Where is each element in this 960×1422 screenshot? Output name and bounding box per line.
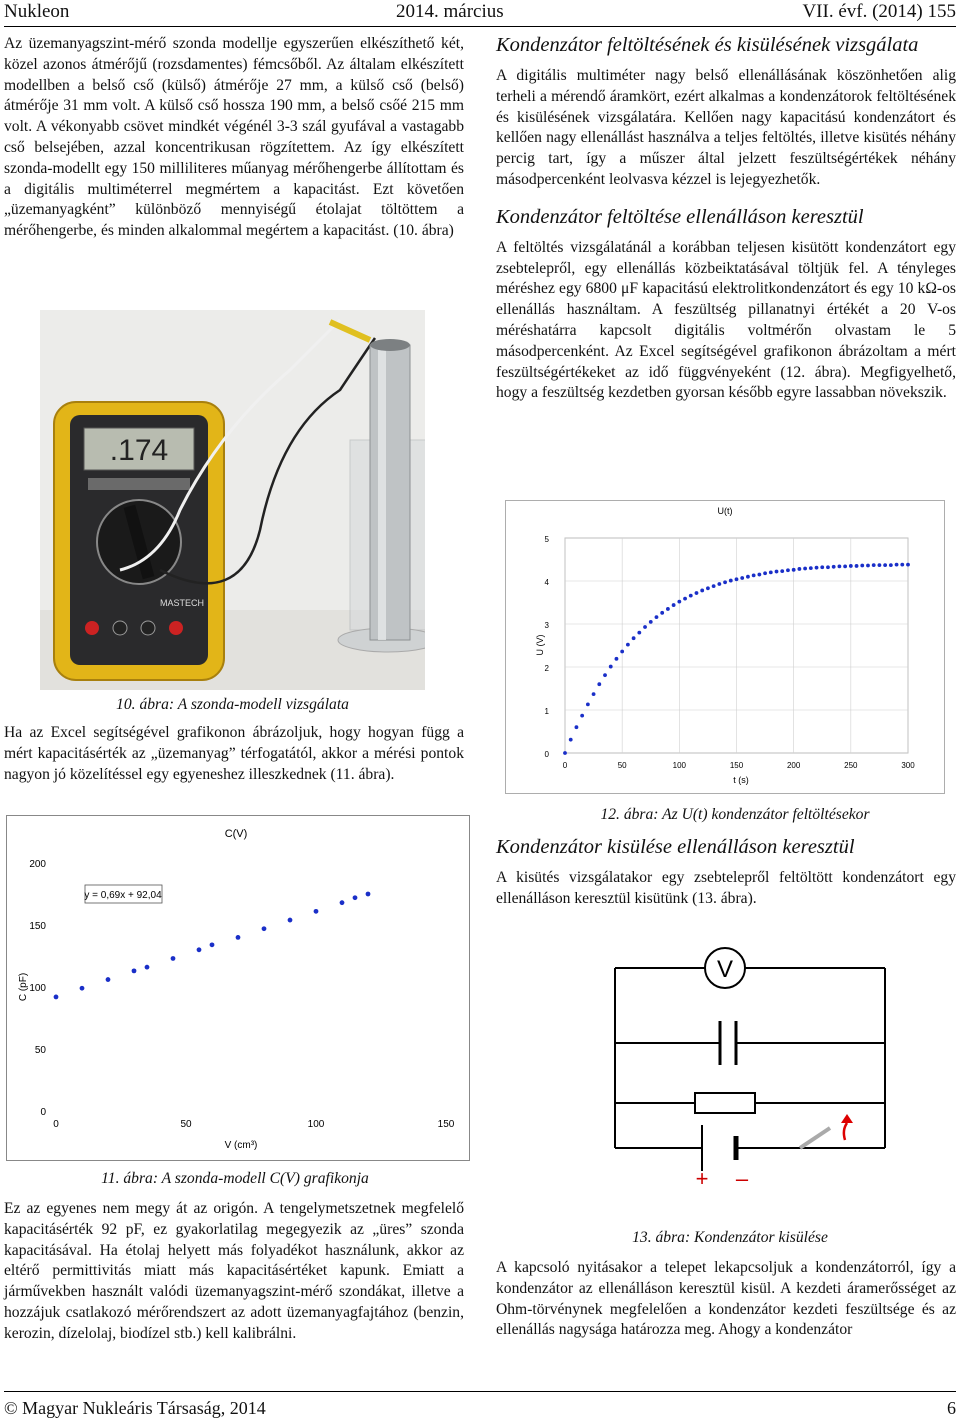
c12-y-tick-label: 4 <box>544 578 549 587</box>
c12-data-point <box>683 597 687 601</box>
trendline-equation: y = 0,69x + 92,04 <box>84 890 162 901</box>
resistor-symbol <box>695 1093 755 1113</box>
c12-data-point <box>655 615 659 619</box>
c12-y-tick-label: 0 <box>544 750 549 759</box>
c12-data-point <box>895 563 899 567</box>
page-header <box>4 0 956 27</box>
c12-data-point <box>786 568 790 572</box>
c11-x-tick-label: 100 <box>307 1119 325 1130</box>
c12-data-point <box>803 567 807 571</box>
c12-data-point <box>757 573 761 577</box>
c11-data-point <box>353 895 358 900</box>
c12-data-point <box>666 607 670 611</box>
c11-data-point <box>236 935 241 940</box>
c11-y-tick-label: 0 <box>40 1107 46 1118</box>
c12-x-tick-label: 150 <box>729 761 744 770</box>
c12-data-point <box>820 565 824 569</box>
c12-x-tick-label: 200 <box>786 761 801 770</box>
c12-y-tick-label: 1 <box>544 707 549 716</box>
c12-data-point <box>872 563 876 567</box>
c12-x-tick-label: 100 <box>672 761 687 770</box>
left-column-text-1 <box>4 34 464 242</box>
c12-data-point <box>740 576 744 580</box>
c12-data-point <box>775 570 779 574</box>
c12-data-point <box>832 565 836 569</box>
voltmeter-label: V <box>716 956 734 983</box>
c11-data-point <box>340 900 345 905</box>
paragraph-multimeter: A digitális multiméter nagy belső ellenállásának köszönhetően alig terheli a mérendő áramkört, ezért alkalmas a kondenzátorok feltöltésének és kisülésének vizsgálatára. Kellően nagy kapacitású kondenzátort és kellően nagy ellenállást használva a teljes feltöltés, illetve kisütés néhány percig tart, így a műszer által jelzett feszültségértékek néhány másodpercenként leolvasva kézzel is lejegyezhetők. <box>496 67 956 188</box>
c12-data-point <box>643 625 647 629</box>
switch-symbol <box>800 1114 853 1148</box>
c12-data-point <box>797 567 801 571</box>
c12-data-point <box>746 575 750 579</box>
c12-data-point <box>723 580 727 584</box>
chart-voltage-vs-time <box>505 500 945 794</box>
c11-x-tick-label: 0 <box>53 1119 59 1130</box>
chart-12-y-axis-label: U (V) <box>535 634 545 656</box>
c12-data-point <box>815 566 819 570</box>
c11-data-point <box>366 892 371 897</box>
page-footer <box>4 1391 956 1418</box>
c12-data-point <box>712 584 716 588</box>
battery-minus-sign: – <box>735 1166 749 1191</box>
volume-info: VII. évf. (2014) 155 <box>802 1 956 22</box>
c11-data-point <box>288 918 293 923</box>
c12-data-point <box>597 682 601 686</box>
c12-data-point <box>580 714 584 718</box>
c11-data-point <box>197 947 202 952</box>
c12-data-point <box>878 563 882 567</box>
battery-symbol <box>702 1125 736 1171</box>
c12-data-point <box>729 579 733 583</box>
paragraph-excel-plot: Ha az Excel segítségével grafikonon ábrázoljuk, hogy hogyan függ a mért kapacitásérték az „üzemanyag” térfogatától, akkor a mérési pontok nagyon jó közelítéssel egy egyeneshez illeszkednek (11. ábra). <box>4 724 464 783</box>
c12-data-point <box>660 611 664 615</box>
c12-data-point <box>826 565 830 569</box>
c12-y-tick-label: 5 <box>544 535 549 544</box>
c12-data-point <box>769 571 773 575</box>
page-number: 6 <box>947 1398 956 1418</box>
c12-data-point <box>838 564 842 568</box>
c12-data-point <box>843 564 847 568</box>
paragraph-discharge-intro: A kisütés vizsgálatakor egy zsebtelepről feltöltött kondenzátort egy ellenálláson keresztül kisütünk (13. ábra). <box>496 869 956 907</box>
c11-y-tick-label: 50 <box>34 1045 46 1056</box>
right-column-text-3 <box>496 1258 956 1341</box>
discharge-circuit-diagram <box>500 918 960 1198</box>
c12-data-point <box>717 582 721 586</box>
c12-data-point <box>700 589 704 593</box>
issue-date: 2014. március <box>396 1 504 22</box>
capacitor-symbol <box>720 1021 736 1065</box>
chart-12-title: U(t) <box>717 506 733 516</box>
meter-display-reading: .174 <box>109 434 169 467</box>
figure-12-caption: 12. ábra: Az U(t) kondenzátor feltöltésekor <box>600 806 870 823</box>
c12-data-point <box>889 563 893 567</box>
c12-x-tick-label: 0 <box>562 761 568 770</box>
right-column-text-2 <box>496 835 956 910</box>
figure-10-caption: 10. ábra: A szonda-modell vizsgálata <box>116 696 349 713</box>
right-column-text-1 <box>496 33 956 404</box>
c12-data-point <box>672 603 676 607</box>
chart-11-x-axis-label: V (cm³) <box>224 1140 258 1151</box>
left-column-text-3 <box>4 1199 464 1345</box>
c12-data-point <box>706 586 710 590</box>
paragraph-probe-model: Az üzemanyagszint-mérő szonda modellje egyszerűen elkészíthető két, közel azonos átmérőjű (rozsdamentes) fémcsőből. Az általam elkészített modellben a belső cső (külső) átmérője 27 mm, a külső cső (belső) átmérője 31 mm volt. A külső cső hossza 190 mm, a belső csőé 215 mm volt. A vékonyabb csövet mindkét végénél 3-3 szál gyufával a vastagabb cső belsejében, azzal koncentrikusan rögzítettem. Az így elkészített szonda-modellt egy 150 milliliteres műanyag mérőhengerbe állítottam és a digitális multiméterrel megmértem a kapacitást. Ezt követően „üzemanyagként” különböző mennyiségű étolajat töltöttem a mérőhengerbe, és minden alkalommal megértem a kapacitást. (10. ábra) <box>4 35 464 240</box>
c11-data-point <box>210 942 215 947</box>
figure-13-caption: 13. ábra: Kondenzátor kisülése <box>632 1229 828 1246</box>
c12-data-point <box>620 650 624 654</box>
left-column-text-2 <box>4 723 464 785</box>
meter-brand-label: MASTECH <box>160 598 205 608</box>
c11-data-point <box>106 977 111 982</box>
c12-data-point <box>849 564 853 568</box>
journal-name: Nukleon <box>4 1 70 22</box>
c12-data-point <box>592 692 596 696</box>
c12-data-point <box>689 594 693 598</box>
c12-data-point <box>900 563 904 567</box>
chart-capacitance-vs-volume <box>6 815 470 1161</box>
c12-data-point <box>735 577 739 581</box>
c11-y-tick-label: 150 <box>29 921 46 932</box>
c12-data-point <box>649 620 653 624</box>
probe-measurement-photo <box>40 310 425 690</box>
c11-y-tick-label: 100 <box>29 983 46 994</box>
section-title-charging: Kondenzátor feltöltése ellenálláson keresztül <box>496 205 864 228</box>
c12-data-point <box>866 564 870 568</box>
c12-x-tick-label: 50 <box>617 761 627 770</box>
c12-data-point <box>569 738 573 742</box>
c12-data-point <box>809 566 813 570</box>
c12-data-point <box>632 636 636 640</box>
c12-data-point <box>575 725 579 729</box>
c11-data-point <box>54 995 59 1000</box>
c12-data-point <box>609 665 613 669</box>
c12-data-point <box>677 600 681 604</box>
paragraph-intercept: Ez az egyenes nem megy át az origón. A tengelymetszetnek megfelelő kapacitásérték 92 pF, ez gyakorlatilag megegyezik az „üres” szonda kapacitásával. Ha étolaj helyett más folyadékot használunk, akkor az eltérő permittivitás miatt más kapacitásértéket kapunk. Emiatt a járművekben használt valódi üzemanyagszint-mérő szondákat, illetve a hozzájuk csatlakozó mérőrendszert az adott üzemanyagfajtához (benzin, kerozin, dízelolaj, biodízel stb.) kell kalibrálni. <box>4 1200 464 1342</box>
c11-data-point <box>145 965 150 970</box>
chart-11-y-axis-label: C (pF) <box>18 972 29 1002</box>
c12-x-tick-label: 250 <box>844 761 858 770</box>
c12-y-tick-label: 2 <box>544 664 549 673</box>
paragraph-charging: A feltöltés vizsgálatánál a korábban teljesen kisütött kondenzátort egy zsebtelepről, egy ellenállás közbeiktatásával töltjük fel. A tényleges méréshez egy 6800 μF kapacitású elektrolitkondenzátort és egy 10 kΩ-os ellenállás használtam. A feszültség pillanatnyi értékét a 20 V-os méréshatárra kapcsolt digitális voltmérőn olvastam le 5 másodpercenként. Az Excel segítségével grafikonon ábrázoltam a mért feszültségértékeket az idő függvényeként (12. ábra). Megfigyelhető, hogy a feszültség kezdetben gyorsan később egyre lassabban növekszik. <box>496 238 956 402</box>
copyright: © Magyar Nukleáris Társaság, 2014 <box>4 1398 266 1418</box>
c12-data-point <box>615 657 619 661</box>
c12-data-point <box>695 591 699 595</box>
c12-data-point <box>637 631 641 635</box>
c12-data-point <box>792 568 796 572</box>
c11-x-tick-label: 50 <box>180 1119 192 1130</box>
section-title-charge-discharge: Kondenzátor feltöltésének és kisülésének vizsgálata <box>496 34 919 56</box>
c12-data-point <box>626 643 630 647</box>
c11-data-point <box>80 986 85 991</box>
c12-data-point <box>855 564 859 568</box>
c12-data-point <box>906 563 910 567</box>
c12-data-point <box>763 571 767 575</box>
c12-data-point <box>563 751 567 755</box>
c11-data-point <box>262 926 267 931</box>
c11-x-tick-label: 150 <box>437 1119 455 1130</box>
c12-data-point <box>883 563 887 567</box>
section-title-discharging: Kondenzátor kisülése ellenálláson keresztül <box>496 836 855 858</box>
chart-11-title: C(V) <box>224 828 248 840</box>
c12-data-point <box>780 569 784 573</box>
c11-data-point <box>132 968 137 973</box>
c12-y-tick-label: 3 <box>544 621 549 630</box>
c12-data-point <box>603 673 607 677</box>
figure-11-caption: 11. ábra: A szonda-modell C(V) grafikonja <box>101 1170 369 1187</box>
c11-y-tick-label: 200 <box>29 859 46 870</box>
chart-12-x-axis-label: t (s) <box>733 775 749 785</box>
c12-data-point <box>860 564 864 568</box>
c12-data-point <box>752 574 756 578</box>
paragraph-discharge-explanation: A kapcsoló nyitásakor a telepet lekapcsoljuk a kondenzátorról, így a kondenzátor az ellenálláson keresztül kisül. A kezdeti áramerősséget az Ohm-törvénynek megfelelően a kondenzátor kezdeti feszültsége és az ellenállás nagysága határozza meg. Ahogy a kondenzátor <box>496 1259 956 1339</box>
battery-plus-sign: + <box>695 1166 709 1191</box>
c11-data-point <box>171 956 176 961</box>
c12-x-tick-label: 300 <box>901 761 915 770</box>
c12-data-point <box>586 703 590 707</box>
c11-data-point <box>314 909 319 914</box>
